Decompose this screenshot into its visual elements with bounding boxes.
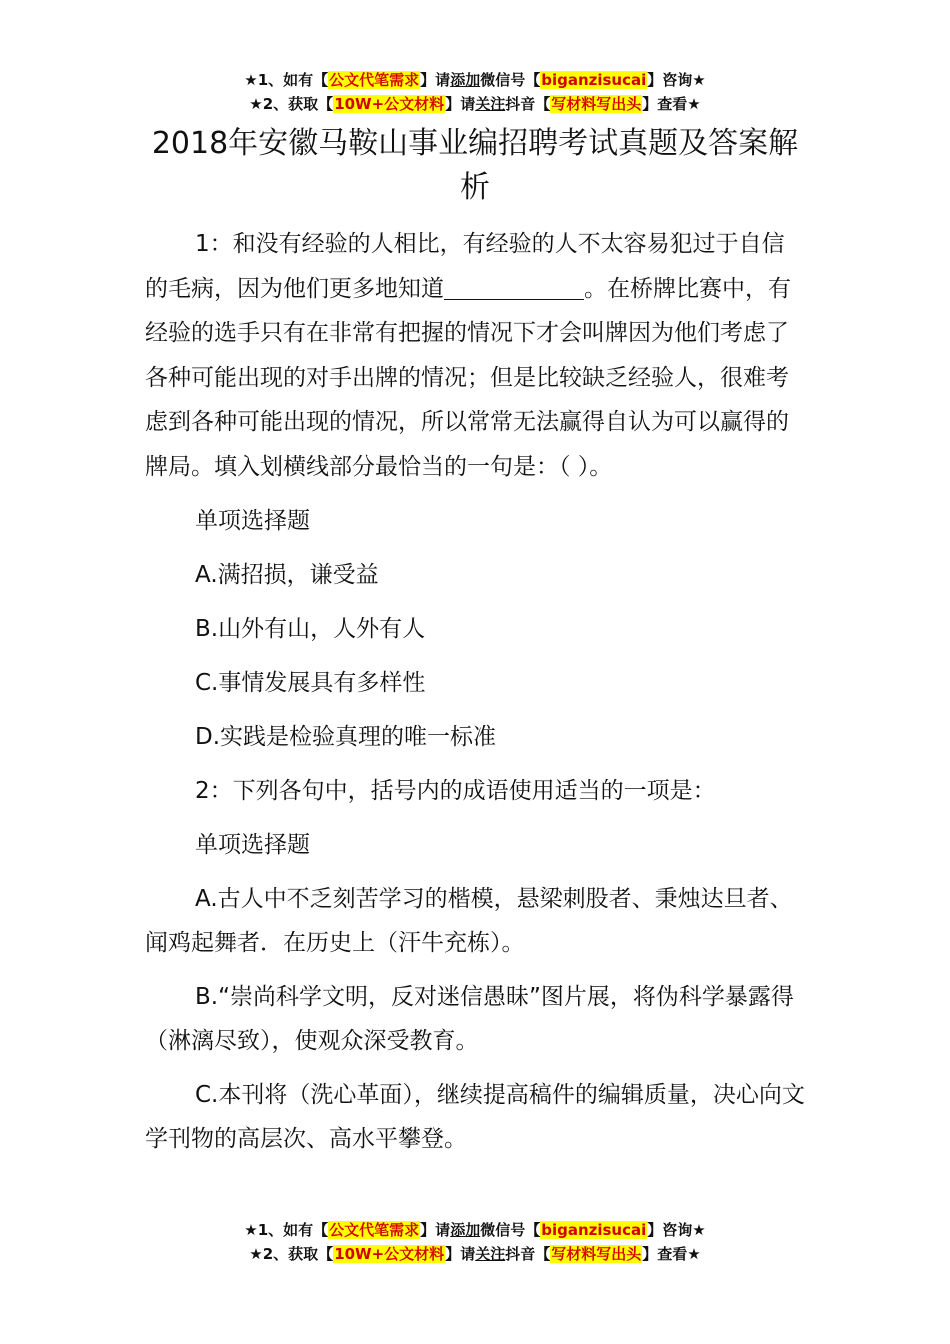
- banner-text: 抖音【: [505, 95, 551, 113]
- fill-blank: [444, 276, 584, 300]
- question-1-stem: [145, 222, 805, 489]
- banner-highlight: 公文代笔需求: [329, 71, 420, 89]
- banner-highlight: biganzisucai: [541, 71, 647, 89]
- banner-highlight: biganzisucai: [541, 1221, 647, 1239]
- document-body: [145, 222, 805, 1161]
- question-type: 单项选择题: [195, 508, 310, 534]
- banner-text: ★2、获取【: [249, 1245, 334, 1263]
- banner-text: 】请: [420, 1221, 451, 1239]
- banner-underlined: 添加: [450, 71, 481, 89]
- question-text: 1：和没有经验的人相比，有经验的人不太容易犯过于自信的毛病，因为他们更多地知道: [145, 231, 785, 302]
- banner-line-2: [0, 92, 950, 116]
- banner-text: 】咨询★: [647, 1221, 706, 1239]
- banner-text: 微信号【: [480, 71, 541, 89]
- option-c: C.本刊将（洗心革面），继续提高稿件的编辑质量，决心向文学刊物的高层次、高水平攀登。: [145, 1082, 805, 1152]
- banner-line-1: [0, 68, 950, 92]
- option-c: C.事情发展具有多样性: [195, 670, 426, 696]
- banner-text: 】请: [445, 95, 476, 113]
- header-banner: [0, 68, 950, 116]
- banner-highlight: 公文代笔需求: [329, 1221, 420, 1239]
- option-d: D.实践是检验真理的唯一标准: [195, 724, 497, 750]
- page-title: 2018年安徽马鞍山事业编招聘考试真题及答案解析: [151, 126, 799, 205]
- option-a: A.满招损，谦受益: [195, 562, 379, 588]
- banner-highlight: 10W+公文材料: [334, 1245, 445, 1263]
- banner-text: 】请: [420, 71, 451, 89]
- banner-highlight: 写材料写出头: [551, 95, 642, 113]
- banner-text: 】咨询★: [647, 71, 706, 89]
- banner-underlined: 关注: [475, 95, 506, 113]
- banner-highlight: 10W+公文材料: [334, 95, 445, 113]
- banner-text: ★2、获取【: [249, 95, 334, 113]
- option-b: B.山外有山，人外有人: [195, 616, 426, 642]
- banner-text: 】查看★: [642, 95, 701, 113]
- option-a: A.古人中不乏刻苦学习的楷模，悬梁刺股者、秉烛达旦者、闻鸡起舞者．在历史上（汗牛充栋）。: [145, 886, 793, 956]
- banner-text: 抖音【: [505, 1245, 551, 1263]
- banner-text: 】查看★: [642, 1245, 701, 1263]
- banner-text: ★1、如有【: [244, 71, 329, 89]
- banner-text: ★1、如有【: [244, 1221, 329, 1239]
- banner-text: 】请: [445, 1245, 476, 1263]
- banner-line-2: [0, 1242, 950, 1266]
- footer-banner: [0, 1218, 950, 1266]
- banner-highlight: 写材料写出头: [551, 1245, 642, 1263]
- banner-text: 微信号【: [480, 1221, 541, 1239]
- question-type: 单项选择题: [195, 832, 310, 858]
- banner-underlined: 添加: [450, 1221, 481, 1239]
- banner-line-1: [0, 1218, 950, 1242]
- banner-underlined: 关注: [475, 1245, 506, 1263]
- option-b: B.“崇尚科学文明，反对迷信愚昧”图片展，将伪科学暴露得（淋漓尽致），使观众深受教育。: [145, 984, 794, 1054]
- question-text: 。在桥牌比赛中，有经验的选手只有在非常有把握的情况下才会叫牌因为他们考虑了各种可能出现的对手出牌的情况；但是比较缺乏经验人，很难考虑到各种可能出现的情况，所以常常无法赢得自认为可以赢得的牌局。填入划横线部分最恰当的一句是：（ ）。: [145, 275, 791, 480]
- question-2-stem: 2：下列各句中，括号内的成语使用适当的一项是：: [195, 778, 716, 804]
